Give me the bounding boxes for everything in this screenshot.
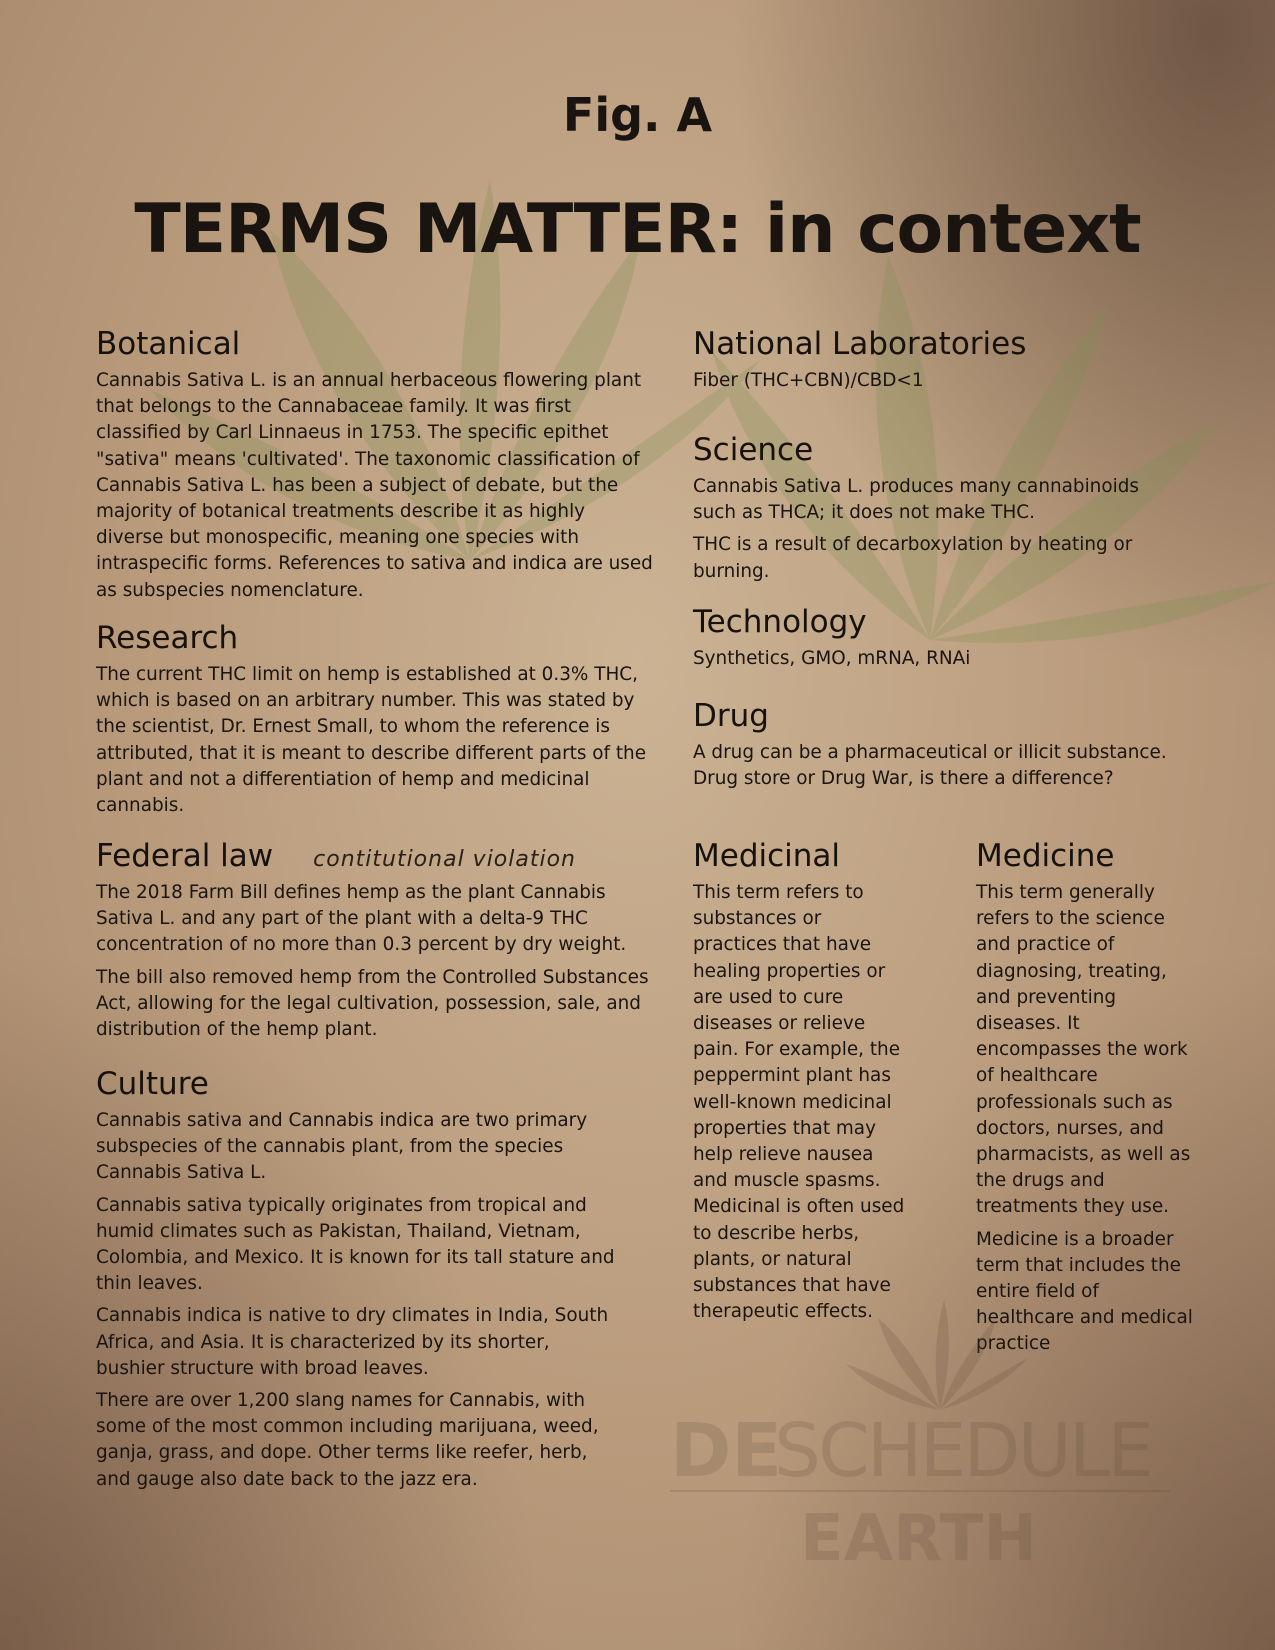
section-federal-law: [96, 838, 656, 1049]
section-body: Synthetics, GMO, mRNA, RNAi: [693, 648, 971, 669]
section-body: Fiber (THC+CBN)/CBD<1: [693, 370, 924, 391]
section-medicinal: [693, 838, 908, 1331]
page-title: TERMS MATTER: in context: [134, 190, 1141, 269]
section-paragraph: This term generally refers to the science and practice of diagnosing, treating, and preventing diseases. It encompasses the work of healthcare professionals such as doctors, nurses, and pharmacists, as well as the drugs and treatments they use.: [976, 882, 1191, 1218]
federal-law-title: Federal law: [96, 838, 274, 874]
section-heading: Technology: [693, 604, 867, 640]
section-heading: National Laboratories: [693, 326, 1027, 362]
section-science: [693, 432, 1173, 591]
section-paragraph: Cannabis Sativa L. produces many cannabinoids such as THCA; it does not make THC.: [693, 476, 1139, 524]
section-paragraph: THC is a result of decarboxylation by heating or burning.: [693, 534, 1133, 582]
federal-law-subtitle: contitutional violation: [313, 847, 577, 872]
logo-text-schedule: SCHEDULE: [774, 1408, 1154, 1494]
deschedule-earth-logo: [670, 1290, 1210, 1580]
section-paragraph: Cannabis sativa and Cannabis indica are two primary subspecies of the cannabis plant, from the species Cannabis Sativa L.: [96, 1110, 588, 1184]
section-heading: [96, 838, 656, 874]
section-heading: Science: [693, 432, 814, 468]
section-technology: [693, 604, 1193, 678]
section-paragraph: Cannabis indica is native to dry climates in India, South Africa, and Asia. It is characterized by its shorter, bushier structure with broad leaves.: [96, 1305, 609, 1379]
logo-text-earth: EARTH: [800, 1502, 1037, 1576]
cannabis-leaf-logo-icon: [846, 1300, 1028, 1410]
section-heading: Culture: [96, 1066, 209, 1102]
section-body: Cannabis Sativa L. is an annual herbaceous flowering plant that belongs to the Cannabaceae family. It was first classified by Carl Linnaeus in 1753. The specific epithet "sativa" means 'cultivated'. The taxonomic classification of Cannabis Sativa L. has been a subject of debate, but the majority of botanical treatments describe it as highly diverse but monospecific, meaning one species with intraspecific forms. References to sativa and indica are used as subspecies nomenclature.: [96, 370, 653, 601]
section-paragraph: Medicine is a broader term that includes the entire field of healthcare and medical practice: [976, 1228, 1193, 1355]
section-paragraph: There are over 1,200 slang names for Cannabis, with some of the most common including marijuana, weed, ganja, grass, and dope. Other terms like reefer, herb, and gauge also date back to the jazz era.: [96, 1390, 599, 1490]
section-paragraph: The 2018 Farm Bill defines hemp as the plant Cannabis Sativa L. and any part of the plant with a delta-9 THC concentration of no more than 0.3 percent by dry weight.: [96, 882, 627, 956]
section-culture: [96, 1066, 616, 1499]
section-research: [96, 620, 656, 825]
section-heading: Medicine: [976, 838, 1115, 874]
section-heading: Botanical: [96, 326, 241, 362]
figure-label: Fig. A: [562, 88, 713, 142]
section-paragraph: The bill also removed hemp from the Controlled Substances Act, allowing for the legal cultivation, possession, sale, and distribution of the hemp plant.: [96, 966, 649, 1041]
section-body: A drug can be a pharmaceutical or illicit substance. Drug store or Drug War, is there a difference?: [693, 742, 1167, 790]
section-heading: Drug: [693, 698, 769, 734]
section-heading: Medicinal: [693, 838, 841, 874]
section-body: This term refers to substances or practices that have healing properties or are used to cure diseases or relieve pain. For example, the peppermint plant has well-known medicinal properties that may help relieve nausea and muscle spasms. Medicinal is often used to describe herbs, plants, or natural substances that have therapeutic effects.: [693, 882, 905, 1323]
section-heading: Research: [96, 620, 239, 656]
logo-divider: [670, 1490, 1170, 1492]
section-medicine: [976, 838, 1198, 1364]
section-paragraph: Cannabis sativa typically originates from tropical and humid climates such as Pakistan, Thailand, Vietnam, Colombia, and Mexico. It is known for its tall stature and thin leaves.: [96, 1194, 615, 1295]
section-drug: [693, 698, 1193, 798]
section-botanical: [96, 326, 656, 610]
logo-text-de: DE: [670, 1408, 782, 1494]
section-body: The current THC limit on hemp is established at 0.3% THC, which is based on an arbitrary number. This was stated by the scientist, Dr. Ernest Small, to whom the reference is attributed, that it is meant to describe different parts of the plant and not a differentiation of hemp and medicinal cannabis.: [96, 664, 647, 817]
section-national-laboratories: [693, 326, 1193, 400]
